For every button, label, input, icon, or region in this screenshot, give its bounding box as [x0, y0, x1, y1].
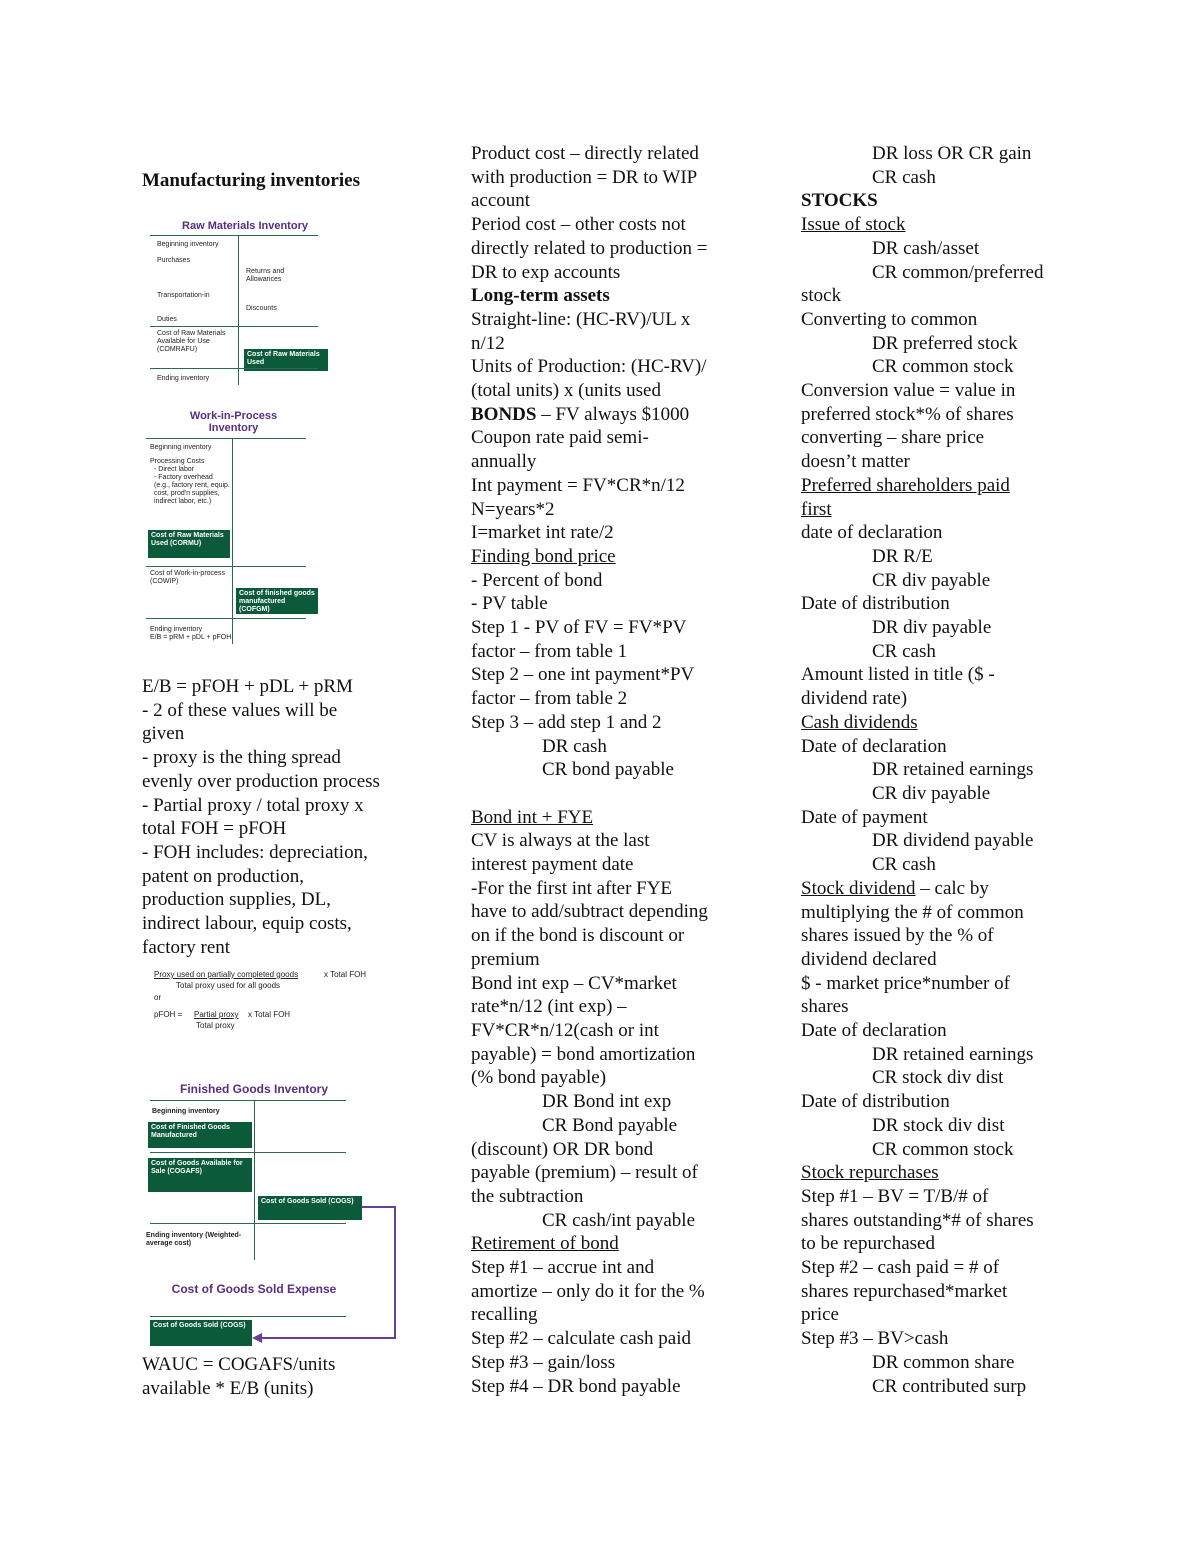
- text-line: Stock repurchases: [801, 1162, 939, 1184]
- text-line: rate*n/12 (int exp) –: [471, 996, 627, 1018]
- text-line: CR Bond payable: [542, 1114, 678, 1136]
- text-line: Step #4 – DR bond payable: [471, 1375, 681, 1397]
- text-line: Bond int + FYE: [471, 806, 594, 828]
- text-line: - FOH includes: depreciation,: [142, 841, 368, 863]
- fg-cofgm-box: Cost of Finished Goods Manufactured: [148, 1122, 252, 1148]
- text-line: CR stock div dist: [872, 1067, 1004, 1089]
- wip-cofgm-box: Cost of finished goods manufactured (COFGM): [236, 588, 318, 614]
- wip-beginning: Beginning inventory: [150, 444, 212, 451]
- text-line: Cash dividends: [801, 711, 918, 733]
- text-line: Coupon rate paid semi-: [471, 427, 649, 449]
- text-line: evenly over production process: [142, 770, 380, 792]
- wip-processing: Processing Costs: [150, 458, 205, 465]
- text-line: date of declaration: [801, 522, 943, 544]
- text-line: Step 3 – add step 1 and 2: [471, 711, 662, 733]
- text-line: DR to exp accounts: [471, 261, 621, 283]
- text-line: Preferred shareholders paid: [801, 474, 1010, 496]
- text-line: -For the first int after FYE: [471, 877, 673, 899]
- text-line: Straight-line: (HC-RV)/UL x: [471, 308, 691, 330]
- text-line: WAUC = COGAFS/units: [142, 1354, 336, 1375]
- wip-ending: Ending inventory: [150, 626, 203, 633]
- proxy-line2d: Total proxy: [196, 1021, 235, 1030]
- fg-cogs-box: Cost of Goods Sold (COGS): [258, 1196, 362, 1220]
- proxy-or: or: [154, 993, 162, 1002]
- text-line: annually: [471, 451, 537, 473]
- text-line: CR common/preferred: [872, 261, 1044, 283]
- text-line: Issue of stock: [801, 214, 906, 236]
- text-line: Date of distribution: [801, 1091, 950, 1113]
- text-line: interest payment date: [471, 854, 634, 876]
- text-line: Converting to common: [801, 308, 978, 330]
- text-line: amortize – only do it for the %: [471, 1280, 705, 1302]
- text-line: doesn’t matter: [801, 451, 910, 473]
- text-line: CV is always at the last: [471, 830, 650, 852]
- text-line: CR div payable: [872, 569, 991, 591]
- text-line: N=years*2: [471, 498, 555, 520]
- text-line: dividend rate): [801, 688, 908, 710]
- text-line: the subtraction: [471, 1185, 584, 1207]
- wip-figure: [146, 408, 326, 648]
- text-line: available * E/B (units): [142, 1377, 314, 1399]
- text-line: total FOH = pFOH: [142, 818, 287, 840]
- rm-ending: Ending inventory: [157, 375, 210, 382]
- rm-transportation: Transportation-in: [157, 292, 210, 299]
- text-line: (discount) OR DR bond: [471, 1138, 654, 1160]
- wip-direct-labor: - Direct labor: [154, 466, 195, 473]
- text-line: $ - market price*number of: [801, 972, 1010, 994]
- text-line: CR cash: [872, 640, 936, 662]
- fg-expense-heading: Cost of Goods Sold Expense: [171, 1282, 337, 1296]
- text-line: indirect labour, equip costs,: [142, 913, 352, 935]
- wip-cormu-box: Cost of Raw Materials Used (CORMU): [148, 530, 230, 558]
- text-line: DR stock div dist: [872, 1114, 1005, 1136]
- text-line: Step #3 – gain/loss: [471, 1351, 616, 1373]
- text-line: dividend declared: [801, 948, 937, 970]
- text-line: - 2 of these values will be: [142, 699, 338, 721]
- text-line: I=market int rate/2: [471, 522, 614, 544]
- text-line: DR cash/asset: [872, 237, 980, 259]
- text-line: E/B = pFOH + pDL + pRM: [142, 676, 353, 697]
- fg-expense-box: Cost of Goods Sold (COGS): [150, 1320, 252, 1346]
- text-line: factory rent: [142, 936, 231, 958]
- text-line: [471, 782, 771, 806]
- text-line: production supplies, DL,: [142, 889, 331, 911]
- proxy-formula: [152, 970, 392, 1040]
- text-line: Step 2 – one int payment*PV: [471, 664, 695, 686]
- text-line: Conversion value = value in: [801, 380, 1016, 402]
- rm-discounts: Discounts: [246, 305, 277, 312]
- proxy-line1c: Total proxy used for all goods: [176, 981, 281, 990]
- text-line: n/12: [471, 332, 505, 354]
- fg-ending: Ending inventory (Weighted-average cost): [146, 1232, 242, 1247]
- text-line: Date of declaration: [801, 1020, 947, 1042]
- text-line: shares issued by the % of: [801, 925, 994, 947]
- text-line: Long-term assets: [471, 285, 610, 307]
- cogs-arrow: [144, 1080, 406, 1350]
- rm-duties: Duties: [157, 316, 177, 323]
- text-line: DR Bond int exp: [542, 1091, 672, 1113]
- text-line: shares outstanding*# of shares: [801, 1209, 1034, 1231]
- wip-cost-wip: Cost of Work-in-process (COWIP): [150, 570, 225, 585]
- text-line: Date of payment: [801, 806, 928, 828]
- text-line: payable) = bond amortization: [471, 1043, 696, 1065]
- page-title: Manufacturing inventories: [142, 170, 360, 191]
- rm-cost-used-box: Cost of Raw Materials Used: [244, 349, 328, 371]
- text-line: DR preferred stock: [872, 332, 1018, 354]
- text-line: price: [801, 1304, 839, 1326]
- text-line: Finding bond price: [471, 545, 616, 567]
- text-line: Units of Production: (HC-RV)/: [471, 356, 707, 378]
- text-line: (% bond payable): [471, 1067, 607, 1089]
- text-line: Step #3 – BV>cash: [801, 1328, 949, 1350]
- wip-ending-formula: E/B = pRM + pDL + pFOH: [150, 634, 232, 641]
- text-line: (total units) x (units used: [471, 380, 661, 402]
- text-line: multiplying the # of common: [801, 901, 1024, 923]
- text-line: given: [142, 723, 185, 745]
- text-line: Period cost – other costs not: [471, 214, 686, 236]
- text-line: DR dividend payable: [872, 830, 1034, 852]
- proxy-line2b: Partial proxy: [194, 1010, 239, 1019]
- text-line: Step #1 – BV = T/B/# of: [801, 1185, 989, 1207]
- text-line: CR bond payable: [542, 759, 674, 781]
- text-line: CR contributed surp: [872, 1375, 1027, 1397]
- column-2: [471, 142, 771, 1398]
- raw-materials-figure: [150, 218, 335, 388]
- finished-goods-figure: [144, 1080, 406, 1350]
- text-line: CR common stock: [872, 356, 1014, 378]
- text-line: CR cash: [872, 854, 936, 876]
- text-line: Amount listed in title ($ -: [801, 664, 995, 686]
- text-line: on if the bond is discount or: [471, 925, 685, 947]
- text-line: Step 1 - PV of FV = FV*PV: [471, 617, 687, 639]
- text-line: - Percent of bond: [471, 569, 603, 591]
- rm-beginning: Beginning inventory: [157, 241, 219, 248]
- text-line: BONDS – FV always $1000: [471, 403, 690, 425]
- column-1: [142, 675, 442, 959]
- text-line: CR cash/int payable: [542, 1209, 696, 1231]
- text-line: FV*CR*n/12(cash or int: [471, 1020, 659, 1041]
- wip-heading: Work-in-Process Inventory: [189, 410, 278, 434]
- text-line: payable (premium) – result of: [471, 1162, 698, 1184]
- text-line: DR common share: [872, 1351, 1015, 1373]
- rm-purchases: Purchases: [157, 257, 191, 264]
- text-line: DR R/E: [872, 545, 933, 567]
- text-line: shares repurchased*market: [801, 1280, 1008, 1302]
- wip-factory-overhead: - Factory overhead (e.g., factory rent, equip. cost, prod'n supplies, indirect labor, etc.): [154, 474, 230, 505]
- text-line: CR cash: [872, 166, 936, 188]
- text-line: DR retained earnings: [872, 759, 1034, 781]
- text-line: Step #2 – cash paid = # of: [801, 1257, 1000, 1279]
- column-3: [801, 142, 1101, 1398]
- fg-heading: Finished Goods Inventory: [179, 1082, 328, 1096]
- text-line: STOCKS: [801, 190, 878, 212]
- text-line: Date of declaration: [801, 735, 947, 757]
- text-line: Date of distribution: [801, 593, 950, 615]
- text-line: Bond int exp – CV*market: [471, 972, 677, 994]
- text-line: Step #1 – accrue int and: [471, 1257, 655, 1279]
- column-1-bottom: [142, 1353, 442, 1400]
- rm-returns: Returns and Allowances: [246, 268, 285, 283]
- text-line: patent on production,: [142, 865, 304, 887]
- text-line: premium: [471, 948, 540, 970]
- text-line: preferred stock*% of shares: [801, 403, 1014, 425]
- text-line: directly related to production =: [471, 237, 708, 259]
- proxy-line1b: x Total FOH: [324, 970, 367, 979]
- text-line: recalling: [471, 1304, 538, 1326]
- text-line: Retirement of bond: [471, 1233, 619, 1255]
- text-line: Step #2 – calculate cash paid: [471, 1328, 692, 1350]
- rm-heading: Raw Materials Inventory: [182, 220, 308, 232]
- text-line: converting – share price: [801, 427, 985, 449]
- text-line: - PV table: [471, 593, 548, 615]
- text-line: - Partial proxy / total proxy x: [142, 794, 364, 816]
- text-line: DR div payable: [872, 617, 992, 639]
- proxy-line2c: x Total FOH: [248, 1010, 291, 1019]
- text-line: - proxy is the thing spread: [142, 747, 341, 769]
- text-line: Int payment = FV*CR*n/12: [471, 474, 685, 496]
- rm-cost-available: Cost of Raw Materials Available for Use (COMRAFU): [157, 330, 226, 353]
- text-line: first: [801, 498, 832, 520]
- proxy-line1a: Proxy used on partially completed goods: [154, 970, 299, 979]
- proxy-line2a: pFOH =: [154, 1010, 183, 1019]
- text-line: DR loss OR CR gain: [872, 143, 1032, 164]
- text-line: CR div payable: [872, 782, 991, 804]
- text-line: Product cost – directly related: [471, 143, 699, 164]
- text-line: account: [471, 190, 531, 212]
- text-line: DR retained earnings: [872, 1043, 1034, 1065]
- text-line: factor – from table 1: [471, 640, 628, 662]
- fg-cogafs-box: Cost of Goods Available for Sale (COGAFS): [148, 1158, 252, 1192]
- text-line: Stock dividend – calc by: [801, 877, 989, 899]
- text-line: stock: [801, 285, 842, 307]
- text-line: CR common stock: [872, 1138, 1014, 1160]
- text-line: DR cash: [542, 735, 607, 757]
- text-line: have to add/subtract depending: [471, 901, 708, 923]
- text-line: shares: [801, 996, 849, 1018]
- text-line: to be repurchased: [801, 1233, 935, 1255]
- fg-beginning: Beginning inventory: [152, 1108, 220, 1115]
- text-line: with production = DR to WIP: [471, 166, 698, 188]
- text-line: factor – from table 2: [471, 688, 628, 710]
